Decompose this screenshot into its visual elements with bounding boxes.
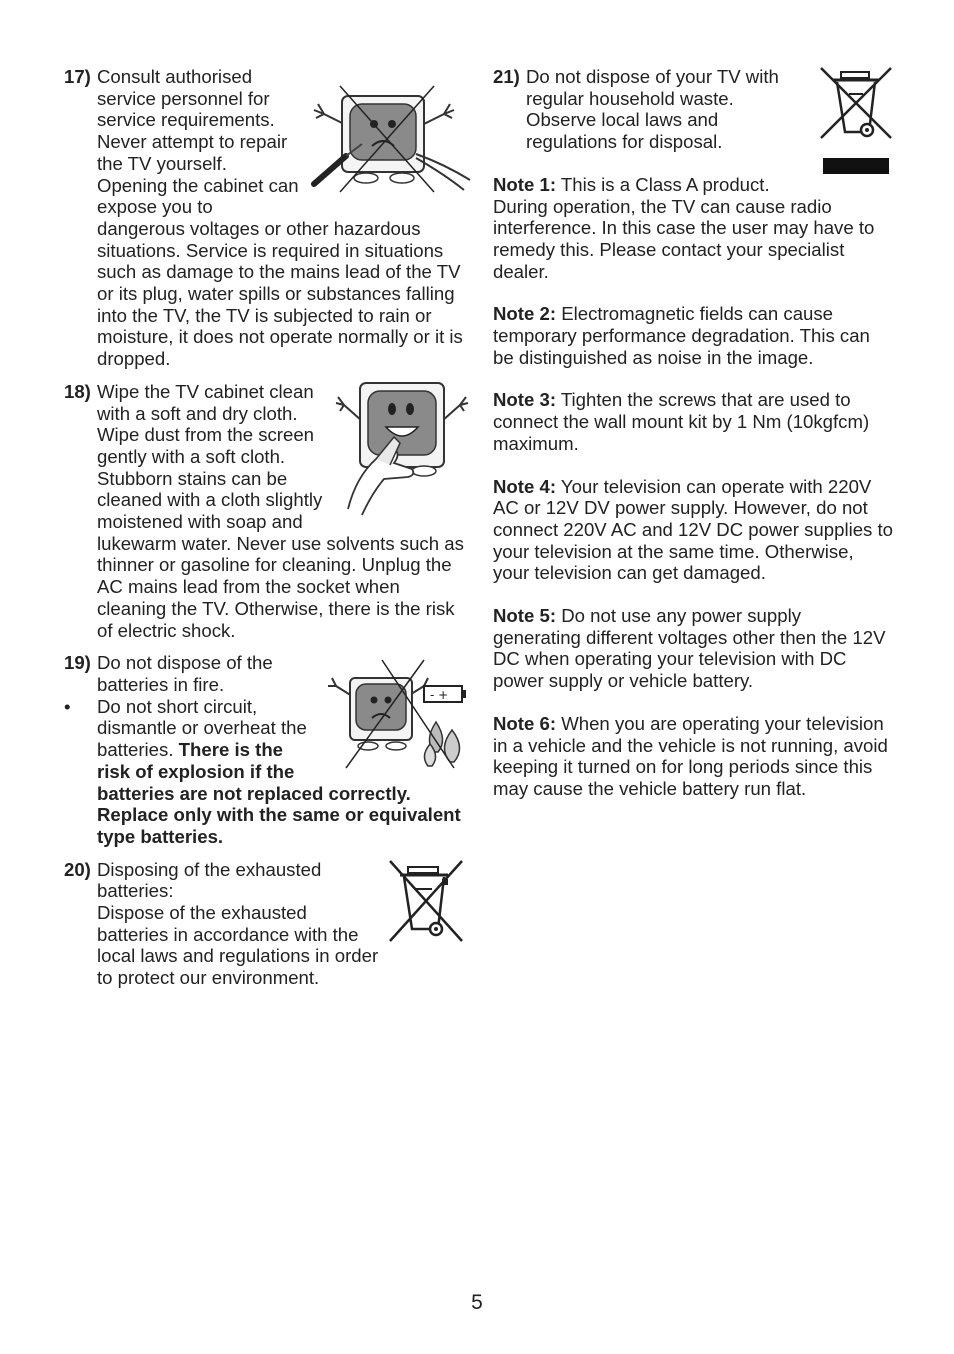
note-text: Do not use any power supply generating different voltages other then the 12V DC when operating your television with DC power supply or vehicle battery.	[493, 605, 886, 692]
note-label: Note 2:	[493, 303, 557, 325]
item-17	[64, 66, 464, 370]
note-text: Electromagnetic fields can cause temporary performance degradation. This can be distinguished as noise in the image.	[493, 303, 870, 368]
item-18	[64, 381, 464, 641]
note-4	[493, 476, 893, 585]
item-number: 19)	[64, 652, 91, 674]
bullet-mark: •	[64, 695, 71, 717]
note-3	[493, 389, 893, 454]
item-19-bullet	[64, 696, 464, 848]
page-number: 5	[471, 1291, 483, 1314]
item-19	[64, 652, 464, 847]
note-text: Tighten the screws that are used to connect the wall mount kit by 1 Nm (10kgfcm) maximum.	[493, 389, 870, 454]
item-17-text: Consult authorised service personnel for service requirements. Never attempt to repair the TV yourself. Opening the cabinet can expose you to dangerous voltages or other hazardous situations. Service is required in situations such as damage to the mains lead of the TV or its plug, water spills or substances falling into the TV, the TV is subjected to rain or moisture, it does not operate normally or it is dropped.	[97, 66, 463, 370]
crossed-out-wheelie-bin-icon	[386, 859, 472, 943]
item-20-heading: Disposing of the exhausted batteries:	[97, 858, 322, 902]
note-text: When you are operating your television in a vehicle and the vehicle is not running, avoid keeping it turned on for long periods since this may cause the vehicle battery run flat.	[493, 712, 888, 799]
item-21	[493, 66, 893, 153]
crossed-out-wheelie-bin-with-bar-icon	[815, 66, 899, 178]
note-label: Note 5:	[493, 605, 557, 627]
item-19-bullet-text: Do not short circuit, dismantle or overheat the batteries.	[97, 695, 307, 761]
note-text: Your television can operate with 220V AC or 12V DV power supply. However, do not connect 220V AC and 12V DC power supplies to your television at the same time. Otherwise, your television can get damaged.	[493, 475, 894, 584]
note-5	[493, 605, 893, 692]
item-20	[64, 859, 464, 989]
item-20-text: Dispose of the exhausted batteries in accordance with the local laws and regulations in order to protect our environment.	[97, 902, 379, 989]
crossed-out-tv-with-tools-icon	[304, 74, 474, 206]
note-1	[493, 174, 893, 283]
item-number: 21)	[493, 66, 520, 87]
note-label: Note 3:	[493, 389, 557, 411]
note-label: Note 6:	[493, 712, 557, 734]
item-number: 20)	[64, 858, 91, 880]
note-label: Note 1:	[493, 173, 557, 195]
item-number: 18)	[64, 380, 91, 402]
item-19-bullet-warning: There is the risk of explosion if the batteries are not replaced correctly. Replace only with the same or equivalent type batteries.	[97, 739, 461, 847]
note-label: Note 4:	[493, 475, 557, 497]
item-19-text: Do not dispose of the batteries in fire.	[97, 652, 273, 695]
item-21-text: Do not dispose of your TV with regular household waste. Observe local laws and regulations for disposal.	[526, 66, 779, 153]
svg-text:- +: - +	[430, 688, 449, 703]
item-number: 17)	[64, 66, 91, 87]
smiling-tv-being-wiped-icon	[332, 381, 472, 519]
item-18-text: Wipe the TV cabinet clean with a soft and dry cloth. Wipe dust from the screen gently with a soft cloth. Stubborn stains can be cleaned with a cloth slightly moistened with soap and lukewarm water. Never use solvents such as thinner or gasoline for cleaning. Unplug the AC mains lead from the socket when cleaning the TV. Otherwise, there is the risk of electric shock.	[97, 380, 464, 641]
note-text: This is a Class A product. During operation, the TV can cause radio interference. In this case the user may have to remedy this. Please contact your specialist dealer.	[493, 173, 875, 282]
note-6	[493, 713, 893, 800]
note-2	[493, 303, 893, 368]
left-column	[64, 66, 464, 1000]
right-column	[493, 66, 893, 821]
